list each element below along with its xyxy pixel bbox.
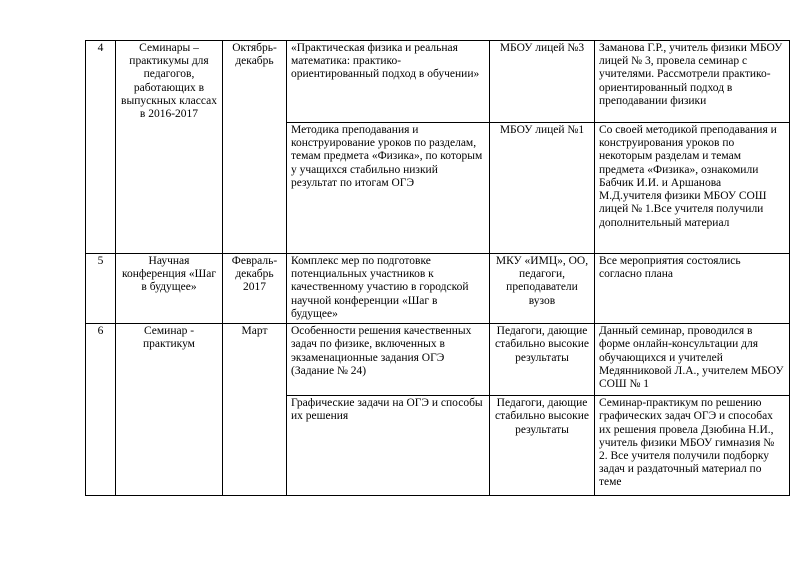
table-row (86, 324, 790, 396)
cell-place: МКУ «ИМЦ», ОО, педагоги, преподаватели вузов (490, 254, 595, 324)
cell-result: Со своей методикой преподавания и конструирования уроков по некоторым разделам и темам предмета «Физика», ознакомили Бабчик И.И. и Аршанова М.Д.учителя физики МБОУ СОШ лицей № 1.Все учителя получили дополнительный материал (595, 123, 790, 254)
cell-place: МБОУ лицей №3 (490, 41, 595, 123)
cell-topic: Особенности решения качественных задач по физике, включенных в экзаменационные задания ОГЭ (Задание № 24) (287, 324, 490, 396)
cell-topic: «Практическая физика и реальная математика: практико-ориентированный подход в обучении» (287, 41, 490, 123)
cell-topic: Комплекс мер по подготовке потенциальных участников к качественному участию в городской научной конференции «Шаг в будущее» (287, 254, 490, 324)
cell-result: Данный семинар, проводился в форме онлайн-консультации для обучающихся и учителей Медянниковой Л.А., учителем МБОУ СОШ № 1 (595, 324, 790, 396)
events-table (85, 40, 790, 496)
cell-place: Педагоги, дающие стабильно высокие результаты (490, 396, 595, 496)
cell-topic: Графические задачи на ОГЭ и способы их решения (287, 396, 490, 496)
cell-place: МБОУ лицей №1 (490, 123, 595, 254)
cell-result: Семинар-практикум по решению графических задач ОГЭ и способах их решения провела Дзюбина Н.И., учитель физики МБОУ гимназия № 2. Все учителя получили подборку задач и раздаточный материал по теме (595, 396, 790, 496)
table-row (86, 254, 790, 324)
cell-date: Октябрь-декабрь (223, 41, 287, 254)
cell-event-name: Семинары – практикумы для педагогов, работающих в выпускных классах в 2016-2017 (116, 41, 223, 254)
cell-number: 4 (86, 41, 116, 254)
cell-date: Март (223, 324, 287, 496)
cell-number: 6 (86, 324, 116, 496)
cell-result: Все мероприятия состоялись согласно плана (595, 254, 790, 324)
cell-event-name: Научная конференция «Шаг в будущее» (116, 254, 223, 324)
cell-number: 5 (86, 254, 116, 324)
cell-date: Февраль-декабрь 2017 (223, 254, 287, 324)
cell-result: Заманова Г.Р., учитель физики МБОУ лицей № 3, провела семинар с учителями. Рассмотрели практико-ориентированный подход в преподавании физики (595, 41, 790, 123)
table-row (86, 41, 790, 123)
cell-event-name: Семинар - практикум (116, 324, 223, 496)
cell-topic: Методика преподавания и конструирование уроков по разделам, темам предмета «Физика», по которым у учащихся стабильно низкий результат по итогам ОГЭ (287, 123, 490, 254)
cell-place: Педагоги, дающие стабильно высокие результаты (490, 324, 595, 396)
